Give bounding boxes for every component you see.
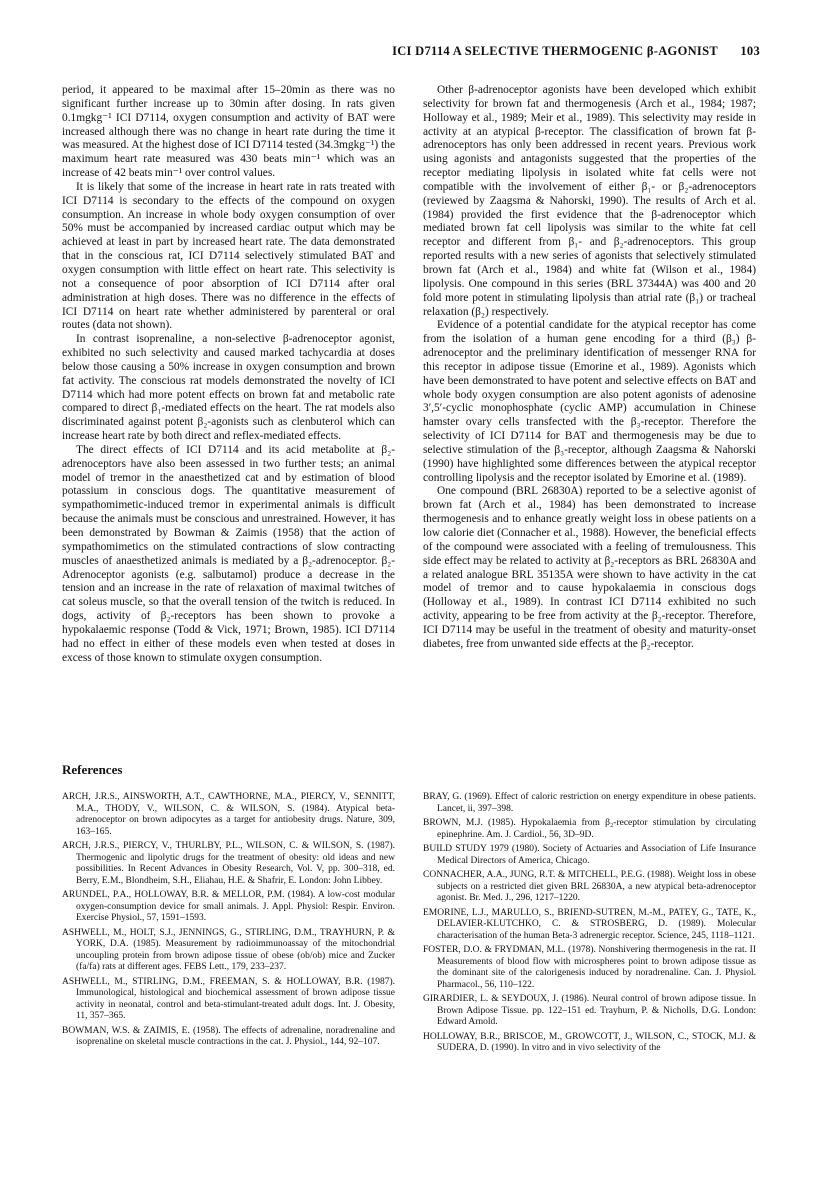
- reference-entry: BOWMAN, W.S. & ZAIMIS, E. (1958). The effects of adrenaline, noradrenaline and isoprenaline on skeletal muscle contractions in the cat. J. Physiol., 144, 92–107.: [62, 1025, 395, 1047]
- references-heading: References: [62, 762, 123, 777]
- body-right-column: [423, 84, 756, 652]
- reference-entry: CONNACHER, A.A., JUNG, R.T. & MITCHELL, P.E.G. (1988). Weight loss in obese subjects on a restricted diet given BRL 26830A, a new atypical beta-adrenoceptor agonist. Br. Med. J., 296, 1217–1220.: [423, 870, 756, 903]
- reference-entry: ARCH, J.R.S., AINSWORTH, A.T., CAWTHORNE, M.A., PIERCY, V., SENNITT, M.A., THODY, V., WILSON, C. & WILSON, S. (1984). Atypical beta-adrenoceptor on brown adipocytes as a target for antiobesity drugs. Nature, 309, 163–165.: [62, 792, 395, 837]
- reference-entry: ARUNDEL, P.A., HOLLOWAY, B.R. & MELLOR, P.M. (1984). A low-cost modular oxygen-consumption device for small animals. J. Appl. Physiol: Respir. Environ. Exercise Physiol., 57, 1591–1593.: [62, 890, 395, 923]
- reference-entry: BUILD STUDY 1979 (1980). Society of Actuaries and Association of Life Insurance Medical Directors of America, Chicago.: [423, 844, 756, 866]
- reference-entry: HOLLOWAY, B.R., BRISCOE, M., GROWCOTT, J., WILSON, C., STOCK, M.J. & SUDERA, D. (1990). In vitro and in vivo selectivity of the: [423, 1031, 756, 1053]
- body-paragraph: In contrast isoprenaline, a non-selective β-adrenoceptor agonist, exhibited no such selectivity and caused marked tachycardia at doses below those causing a 50% increase in oxygen consumption and brown fat activity. The conscious rat models demonstrated the novelty of ICI D7114 which had more potent effects on brown fat and metabolic rate compared to direct β₁-mediated effects on the heart. The rat models also discriminated against potent β₂-agonists such as clenbuterol which can increase heart rate by both direct and reflex-mediated effects.: [62, 333, 395, 443]
- body-paragraph: Evidence of a potential candidate for the atypical receptor has come from the isolation of a human gene encoding for a third (β₃) β-adrenoceptor and the preliminary identification of messenger RNA for this receptor in adipose tissue (Emorine et al., 1989). Agonists which have been demonstrated to have potent and selective effects on BAT and whole body oxygen consumption are also potent agonists of adenosine 3′,5′-cyclic monophosphate (cyclic AMP) accumulation in Chinese hamster ovary cells transfected with the β₃-receptor. Therefore the selectivity of ICI D7114 for BAT and thermogenesis may be due to selective stimulation of the β₃-receptor, although Zaagsma & Nahorski (1990) have highlighted some differences between the atypical receptor controlling lipolysis and the receptor isolated by Emorine et al. (1989).: [423, 319, 756, 484]
- references-left-column: [62, 792, 395, 1049]
- reference-entry: ASHWELL, M., STIRLING, D.M., FREEMAN, S. & HOLLOWAY, B.R. (1987). Immunological, histological and biochemical assessment of brown adipose tissue activity in neonatal, control and beta-stimulant-treated adult dogs. Int. J. Obesity, 11, 357–365.: [62, 976, 395, 1021]
- references-right-column: [423, 792, 756, 1055]
- running-title: ICI D7114 A SELECTIVE THERMOGENIC β-AGONIST: [392, 44, 718, 58]
- reference-entry: BRAY, G. (1969). Effect of caloric restriction on energy expenditure in obese patients. Lancet, ii, 397–398.: [423, 792, 756, 814]
- running-header: [60, 44, 760, 64]
- reference-entry: ARCH, J.R.S., PIERCY, V., THURLBY, P.L., WILSON, C. & WILSON, S. (1987). Thermogenic and lipolytic drugs for the treatment of obesity: old ideas and new possibilities. In Recent Advances in Obesity Research, Vol. V, pp. 300–318, ed. Berry, E.M., Blondheim, S.H., Eliahau, H.E. & Shafrir, E. London: John Libbey.: [62, 841, 395, 886]
- body-paragraph: period, it appeared to be maximal after 15–20min as there was no significant further increase up to 30min after dosing. In rats given 0.1mgkg⁻¹ ICI D7114, oxygen consumption and activity of BAT were increased although there was no change in heart rate during the time it was measured. At the highest dose of ICI D7114 tested (34.3mgkg⁻¹) the maximum heart rate measured was 430 beats min⁻¹ which was an increase of 42 beats min⁻¹ over control values.: [62, 84, 395, 180]
- body-paragraph: The direct effects of ICI D7114 and its acid metabolite at β₂-adrenoceptors have also been assessed in two further tests; an animal model of tremor in the anaesthetized cat and by estimation of blood potassium in conscious dogs. The quantitative measurement of sympathomimetic-induced tremor in experimental animals is difficult because the animals must be conscious and unrestrained. However, it has been demonstrated by Bowman & Zaimis (1958) that the action of sympathomimetics on the stimulated contractions of slow contracting muscles of anaesthetized animals is mediated by a β₂-adrenoceptor. β₂-Adrenoceptor agonists (e.g. salbutamol) produce a decrease in the tension and an increase in the rate of relaxation of maximal twitches of cat soleus muscle, so that the overall tension of the twitch is reduced. In dogs, activity of β₂-receptors has been shown to provoke a hypokalaemic response (Todd & Vick, 1971; Brown, 1985). ICI D7114 had no effect in either of these models even when tested at doses in excess of those known to stimulate oxygen consumption.: [62, 443, 395, 664]
- body-paragraph: One compound (BRL 26830A) reported to be a selective agonist of brown fat (Arch et al., 1984) has been demonstrated to increase thermogenesis and to enhance greatly weight loss in obese patients on a low calorie diet (Connacher et al., 1988). However, the beneficial effects of the compound were associated with a feeling of tremulousness. This side effect may be related to activity at β₂-receptors as BRL 26830A and a related analogue BRL 35135A were shown to have activity in the cat model of tremor and to cause hypokalaemia in conscious dogs (Holloway et al., 1989). In contrast ICI D7114 exhibited no such activity, appearing to be free from activity at the β₂-receptor. Therefore, ICI D7114 may be useful in the treatment of obesity and maturity-onset diabetes, free from unwanted side effects at the β₂-receptor.: [423, 485, 756, 650]
- reference-entry: FOSTER, D.O. & FRYDMAN, M.L. (1978). Nonshivering thermogenesis in the rat. II Measurements of blood flow with microspheres point to brown adipose tissue as the dominant site of the calorigenesis induced by noradrenaline. Can. J. Physiol. Pharmacol., 56, 110–122.: [423, 945, 756, 990]
- body-left-column: [62, 84, 395, 665]
- body-paragraph: It is likely that some of the increase in heart rate in rats treated with ICI D7114 is secondary to the effects of the compound on oxygen consumption. An increase in whole body oxygen consumption of over 50% must be accompanied by increased cardiac output which may be achieved at least in part by increased heart rate. The data demonstrated that in the conscious rat, ICI D7114 selectively stimulated BAT and oxygen consumption with little effect on heart rate. This selectivity is not a consequence of poor absorption of ICI D7114 after oral administration at high doses. There was no difference in the effects of ICI D7114 on heart rate whether administered by parenteral or oral routes (data not shown).: [62, 180, 395, 332]
- reference-entry: ASHWELL, M., HOLT, S.J., JENNINGS, G., STIRLING, D.M., TRAYHURN, P. & YORK, D.A. (1985). Measurement by radioimmunoassay of the mitochondrial uncoupling protein from brown adipose tissue of obese (ob/ob) mice and Zucker (fa/fa) rats at different ages. FEBS Lett., 179, 233–237.: [62, 927, 395, 972]
- reference-entry: GIRARDIER, L. & SEYDOUX, J. (1986). Neural control of brown adipose tissue. In Brown Adipose Tissue. pp. 122–151 ed. Trayhurn, P. & Nicholls, D.G. London: Edward Arnold.: [423, 994, 756, 1027]
- page-number: 103: [740, 44, 760, 58]
- reference-entry: BROWN, M.J. (1985). Hypokalaemia from β₂-receptor stimulation by circulating epinephrine. Am. J. Cardiol., 56, 3D–9D.: [423, 818, 756, 840]
- reference-entry: EMORINE, L.J., MARULLO, S., BRIEND-SUTREN, M.-M., PATEY, G., TATE, K., DELAVIER-KLUTCHKO, C. & STROSBERG, D. (1989). Molecular characterisation of the human Beta-3 adrenergic receptor. Science, 245, 1118–1121.: [423, 907, 756, 941]
- body-paragraph: Other β-adrenoceptor agonists have been developed which exhibit selectivity for brown fat and thermogenesis (Arch et al., 1984; 1987; Holloway et al., 1989; Meir et al., 1989). This selectivity may reside in activity at an atypical β-receptor. The classification of brown fat β-adrenoceptors has only been addressed in recent years. Previous work using agonists and antagonists suggested that the properties of the receptor mediating lipolysis in isolated white fat cells were not compatible with the involvement of either β₁- or β₂-adrenoceptors (reviewed by Zaagsma & Nahorski, 1990). The results of Arch et al. (1984) provided the first evidence that the β-adrenoceptor which mediated brown fat cell lipolysis was similar to the white fat cell receptor and different from β₁- and β₂-adrenoceptors. This group reported results with a new series of agonists that selectively stimulated brown fat (Arch et al., 1984) and white fat (Wilson et al., 1984) lipolysis. One compound in this series (BRL 37344A) was 400 and 20 fold more potent in stimulating lipolysis than atrial rate (β₁) or tracheal relaxation (β₂) respectively.: [423, 84, 756, 318]
